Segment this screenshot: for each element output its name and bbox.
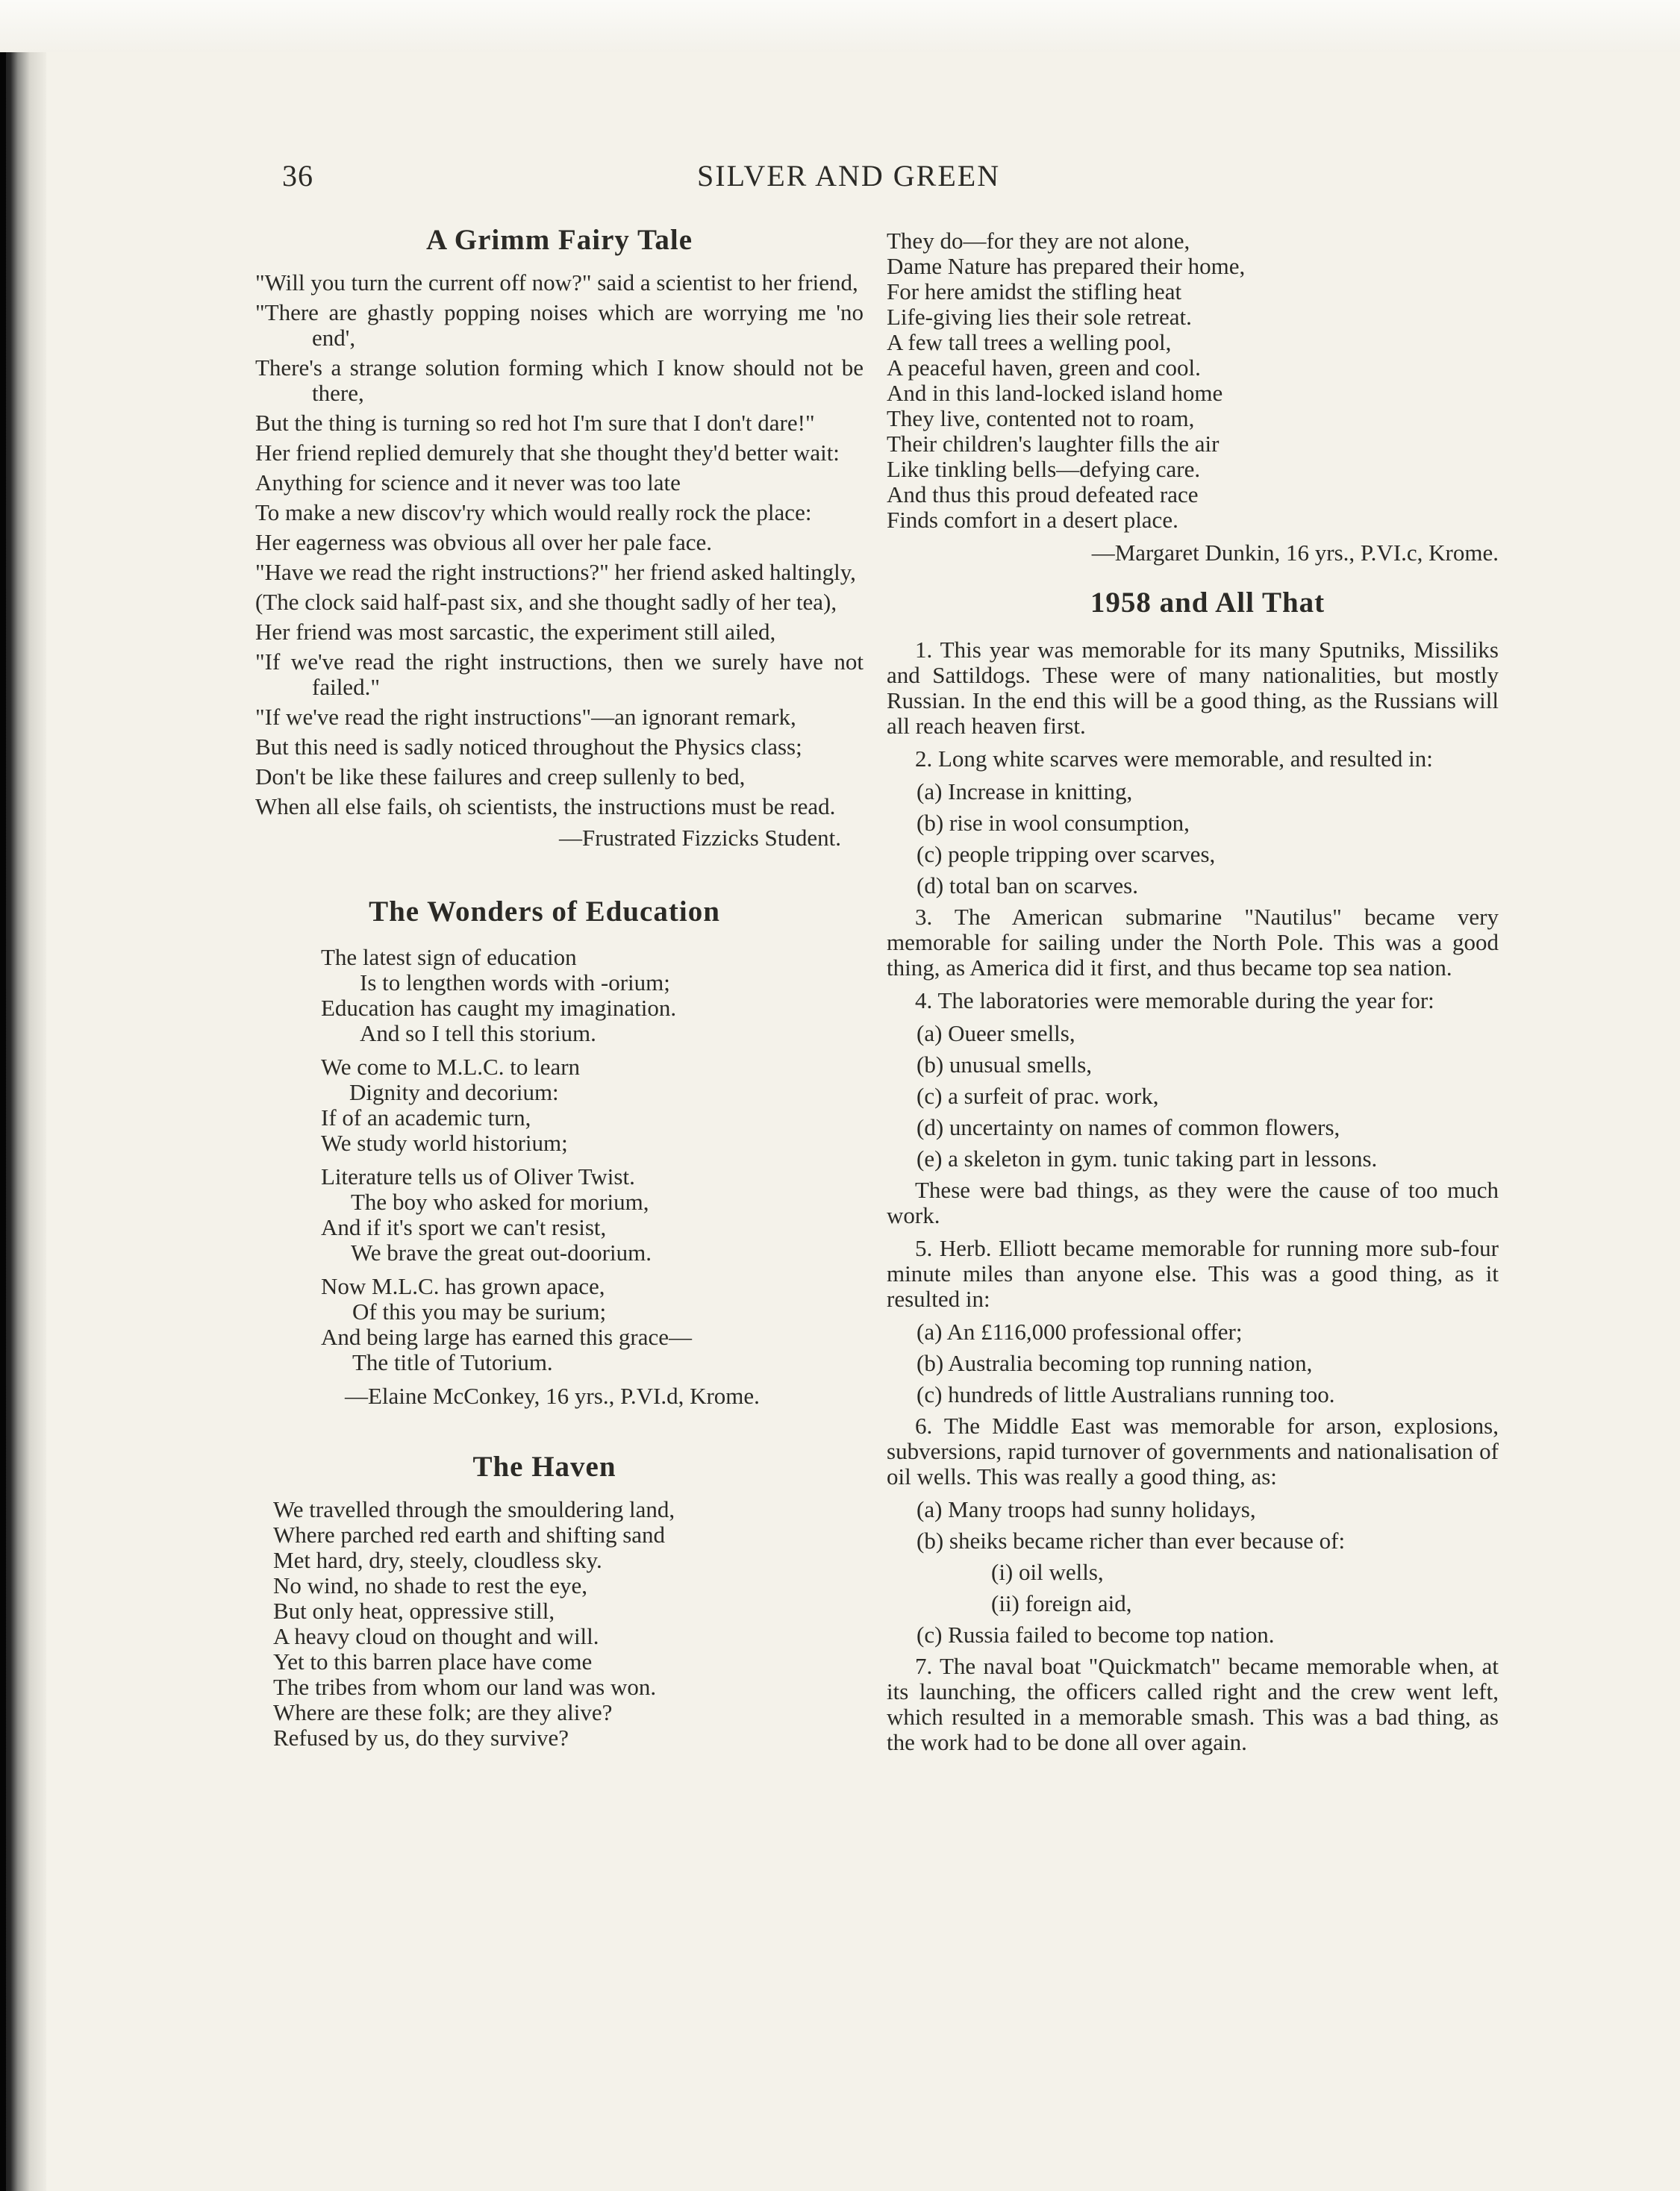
list-item: (a) Many troops had sunny holidays,	[916, 1496, 1256, 1522]
1958-title: 1958 and All That	[1090, 587, 1325, 619]
poem-line: Education has caught my imagination.	[321, 995, 677, 1021]
haven-poem-part-one	[255, 1497, 864, 1751]
poem-line: "If we've read the right instructions"—an ignorant remark,	[255, 704, 796, 730]
poem-line: We study world historium;	[321, 1130, 568, 1156]
poem-line: Her eagerness was obvious all over her pale face.	[255, 529, 712, 555]
poem-line: The latest sign of education	[321, 944, 577, 970]
poem-stanza	[321, 1274, 864, 1375]
list-item: (b) rise in wool consumption,	[916, 810, 1190, 836]
poem-line: If of an academic turn,	[321, 1104, 531, 1131]
poem-line: "Will you turn the current off now?" said a scientist to her friend,	[255, 269, 858, 296]
poem-line: There's a strange solution forming which I know should not be there,	[255, 354, 864, 406]
poem-line: We come to M.L.C. to learn	[321, 1054, 581, 1080]
poem-line: Like tinkling bells—defying care.	[887, 456, 1201, 482]
education-signature: —Elaine McConkey, 16 yrs., P.VI.d, Krome.	[345, 1383, 760, 1409]
poem-line: Her friend was most sarcastic, the experiment still ailed,	[255, 619, 776, 645]
poem-line: Finds comfort in a desert place.	[887, 507, 1178, 533]
poem-line: The tribes from whom our land was won.	[273, 1674, 657, 1700]
poem-line: When all else fails, oh scientists, the instructions must be read.	[255, 793, 836, 819]
poem-line: The title of Tutorium.	[352, 1349, 553, 1375]
poem-line: And being large has earned this grace—	[321, 1324, 692, 1350]
poem-line: Where parched red earth and shifting sand	[273, 1522, 666, 1548]
poem-line: Refused by us, do they survive?	[273, 1725, 569, 1751]
list-item: (c) a surfeit of prac. work,	[916, 1083, 1159, 1109]
list-item: (a) Oueer smells,	[916, 1020, 1075, 1046]
poem-line: Literature tells us of Oliver Twist.	[321, 1163, 635, 1190]
grimm-title: A Grimm Fairy Tale	[425, 224, 693, 256]
sub-list-item: (i) oil wells,	[991, 1559, 1104, 1585]
poem-line: But only heat, oppressive still,	[273, 1598, 555, 1624]
poem-line: But the thing is turning so red hot I'm sure that I don't dare!"	[255, 410, 815, 436]
haven-title: The Haven	[472, 1451, 616, 1483]
paragraph: 2. Long white scarves were memorable, and resulted in:	[915, 746, 1433, 772]
paragraph: These were bad things, as they were the cause of too much work.	[887, 1177, 1499, 1228]
poem-line: Where are these folk; are they alive?	[273, 1699, 613, 1725]
right-column	[887, 228, 1499, 1763]
paragraph: 6. The Middle East was memorable for arson, explosions, subversions, rapid turnover of governments and nationalisation of oil wells. This was really a good thing, as:	[887, 1413, 1499, 1490]
poem-line: "There are ghastly popping noises which are worrying me 'no end',	[255, 299, 864, 351]
poem-line: We travelled through the smouldering land,	[273, 1496, 675, 1522]
poem-line: Met hard, dry, steely, cloudless sky.	[273, 1547, 602, 1573]
left-column	[255, 224, 864, 1751]
poem-line: Their children's laughter fills the air	[887, 431, 1220, 457]
poem-line: "Have we read the right instructions?" her friend asked haltingly,	[255, 559, 856, 585]
poem-line: They do—for they are not alone,	[887, 228, 1190, 254]
poem-line: And if it's sport we can't resist,	[321, 1214, 607, 1240]
poem-line: A heavy cloud on thought and will.	[273, 1623, 599, 1649]
poem-line: (The clock said half-past six, and she thought sadly of her tea),	[255, 589, 837, 615]
poem-line: Her friend replied demurely that she thought they'd better wait:	[255, 440, 840, 466]
poem-line: And so I tell this storium.	[360, 1020, 596, 1046]
poem-line: The boy who asked for morium,	[351, 1189, 649, 1215]
poem-line: A few tall trees a welling pool,	[887, 329, 1172, 355]
poem-line: Don't be like these failures and creep sullenly to bed,	[255, 763, 746, 790]
poem-stanza	[321, 1054, 864, 1156]
poem-line: "If we've read the right instructions, then we surely have not failed."	[255, 648, 864, 700]
education-title: The Wonders of Education	[369, 896, 720, 928]
grimm-signature: —Frustrated Fizzicks Student.	[559, 825, 841, 851]
poem-line: Anything for science and it never was too late	[255, 469, 681, 496]
poem-line: But this need is sadly noticed throughout the Physics class;	[255, 734, 802, 760]
list-item: (b) unusual smells,	[916, 1051, 1093, 1078]
poem-line: Is to lengthen words with -orium;	[360, 969, 670, 996]
poem-line: And in this land-locked island home	[887, 380, 1223, 406]
list-item: (e) a skeleton in gym. tunic taking part in lessons.	[916, 1145, 1378, 1172]
paragraph: 1. This year was memorable for its many Sputniks, Missiliks and Sattildogs. These were of many nationalities, but mostly Russian. In the end this will be a good thing, as the Russians will all reach heaven first.	[887, 637, 1499, 739]
scan-top-margin	[0, 0, 1680, 52]
poem-line: Of this you may be surium;	[352, 1298, 607, 1325]
book-binding-edge	[0, 52, 46, 2191]
poem-line: We brave the great out-doorium.	[351, 1240, 652, 1266]
poem-line: To make a new discov'ry which would really rock the place:	[255, 499, 812, 525]
sub-list-item: (ii) foreign aid,	[991, 1590, 1132, 1616]
grimm-poem	[255, 270, 864, 819]
list-item: (c) hundreds of little Australians running too.	[916, 1381, 1335, 1407]
poem-line: Now M.L.C. has grown apace,	[321, 1273, 605, 1299]
paragraph: 3. The American submarine "Nautilus" became very memorable for sailing under the North Pole. This was a good thing, as America did it first, and thus became top sea nation.	[887, 904, 1499, 981]
poem-line: Yet to this barren place have come	[273, 1648, 593, 1675]
poem-line: For here amidst the stifling heat	[887, 278, 1182, 304]
poem-line: A peaceful haven, green and cool.	[887, 354, 1201, 381]
poem-line: And thus this proud defeated race	[887, 481, 1199, 507]
list-item: (a) Increase in knitting,	[916, 778, 1133, 804]
list-item: (c) Russia failed to become top nation.	[916, 1622, 1275, 1648]
list-item: (d) uncertainty on names of common flowers,	[916, 1114, 1340, 1140]
poem-stanza	[321, 1164, 864, 1266]
list-item: (c) people tripping over scarves,	[916, 841, 1216, 867]
list-item: (b) sheiks became richer than ever because of:	[916, 1528, 1346, 1554]
running-head: SILVER AND GREEN	[697, 159, 1001, 193]
poem-line: Dignity and decorium:	[349, 1079, 559, 1105]
education-poem	[255, 945, 864, 1375]
list-item: (d) total ban on scarves.	[916, 872, 1138, 898]
poem-line: Dame Nature has prepared their home,	[887, 253, 1246, 279]
paragraph: 5. Herb. Elliott became memorable for running more sub-four minute miles than anyone else. This was a good thing, as it resulted in:	[887, 1235, 1499, 1312]
haven-signature: —Margaret Dunkin, 16 yrs., P.VI.c, Krome.	[1091, 540, 1499, 566]
paragraph: 7. The naval boat "Quickmatch" became memorable when, at its launching, the officers called right and the crew went left, which resulted in a memorable smash. This was a bad thing, as the work had to be done all over again.	[887, 1653, 1499, 1755]
poem-line: No wind, no shade to rest the eye,	[273, 1572, 587, 1598]
poem-stanza	[321, 945, 864, 1046]
book-binding-shadow	[0, 52, 6, 2191]
list-item: (b) Australia becoming top running nation,	[916, 1350, 1313, 1376]
paragraph: 4. The laboratories were memorable during the year for:	[915, 987, 1434, 1013]
poem-line: Life-giving lies their sole retreat.	[887, 304, 1192, 330]
poem-line: They live, contented not to roam,	[887, 405, 1195, 431]
list-item: (a) An £116,000 professional offer;	[916, 1319, 1243, 1345]
page-number: 36	[282, 159, 313, 193]
haven-poem-part-two	[887, 228, 1499, 533]
